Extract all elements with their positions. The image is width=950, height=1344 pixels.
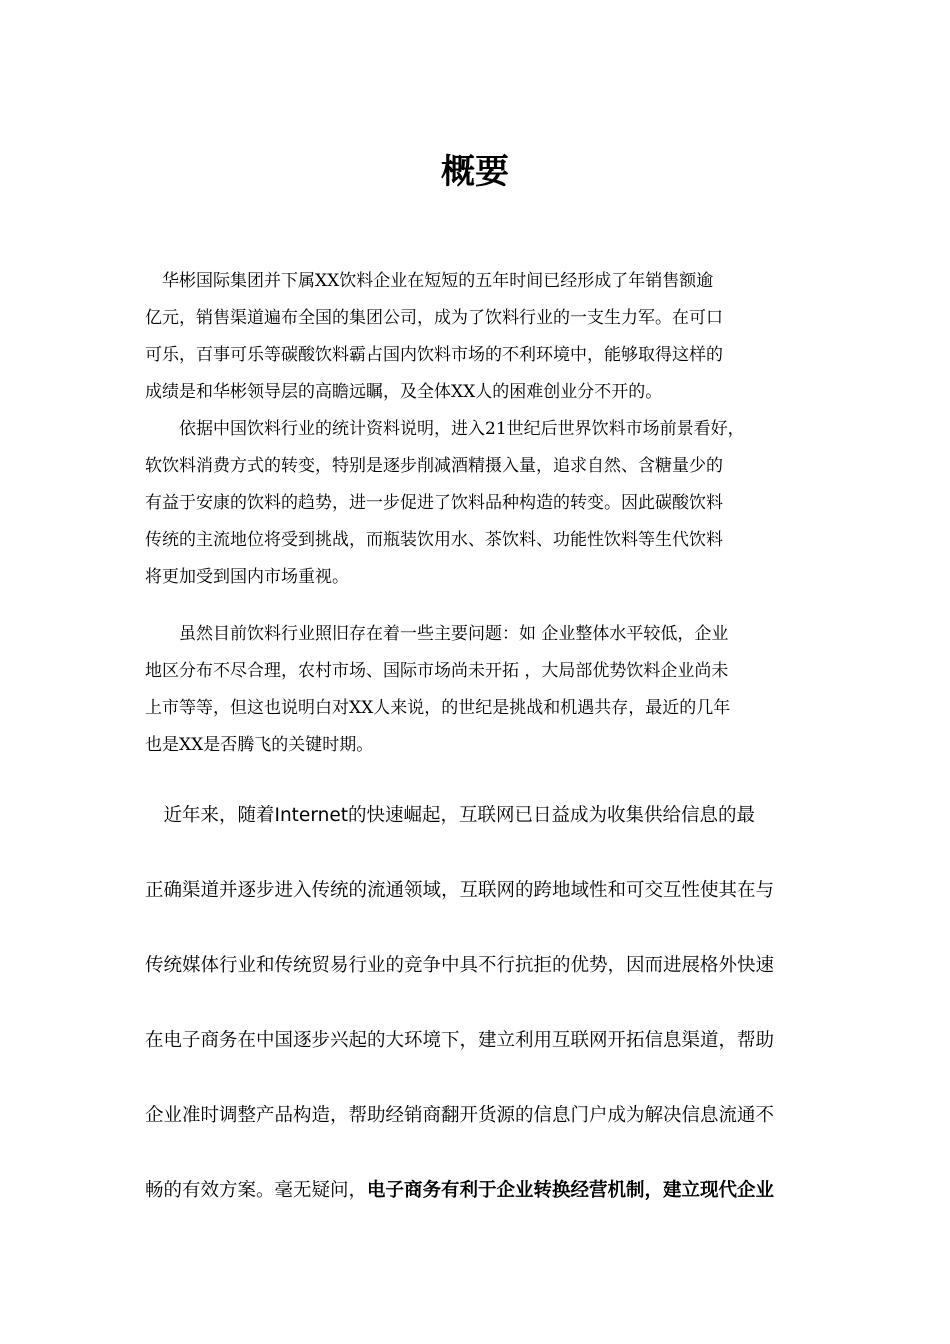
text-line: 正确渠道并逐步进入传统的流通领域，互联网的跨地域性和可交互性使其在与 [145, 880, 775, 901]
text-line: 近年来，随着Internet的快速崛起，互联网已日益成为收集供给信息的最 [145, 805, 755, 826]
text-line [145, 1171, 825, 1246]
text-line: 亿元，销售渠道遍布全国的集团公司，成为了饮料行业的一支生力军。在可口 [145, 308, 723, 328]
bold-highlight-text: 电子商务有利于企业转换经营机制，建立现代企业 [367, 1180, 775, 1201]
paragraph-2 [145, 411, 825, 596]
text-line: 传统的主流地位将受到挑战，而瓶装饮用水、茶饮料、功能性饮料等生代饮料 [145, 530, 723, 550]
text-line: 传统媒体行业和传统贸易行业的竞争中具不行抗拒的优势，因而进展格外快速 [145, 955, 775, 976]
text-line: 在电子商务在中国逐步兴起的大环境下，建立利用互联网开拓信息渠道，帮助 [145, 1030, 775, 1051]
text-line: 虽然目前饮料行业照旧存在着一些主要问题：如 企业整体水平较低，企业 [145, 624, 729, 644]
text-line: 将更加受到国内市场重视。 [145, 567, 349, 587]
text-line: 地区分布不尽合理，农村市场、国际市场尚未开拓 ，大局部优势饮料企业尚未 [145, 661, 729, 681]
text-line: 依据中国饮料行业的统计资料说明，进入21世纪后世界饮料市场前景看好， [145, 419, 745, 439]
paragraph-4 [145, 796, 825, 1246]
text-line: 有益于安康的饮料的趋势，进一步促进了饮料品种构造的转变。因此碳酸饮料 [145, 493, 723, 513]
text-line: 软饮料消费方式的转变，特别是逐步削减酒精摄入量，追求自然、含糖量少的 [145, 456, 723, 476]
text-line: 成绩是和华彬领导层的高瞻远瞩，及全体XX人的困难创业分不开的。 [145, 382, 663, 402]
text-line: 华彬国际集团并下属XX饮料企业在短短的五年时间已经形成了年销售额逾 [145, 271, 714, 291]
text-line: 可乐，百事可乐等碳酸饮料霸占国内饮料市场的不利环境中，能够取得这样的 [145, 345, 723, 365]
text-line: 企业准时调整产品构造，帮助经销商翻开货源的信息门户成为解决信息流通不 [145, 1105, 775, 1126]
plain-text: 畅的有效方案。毫无疑问， [145, 1180, 368, 1201]
paragraph-3 [145, 616, 825, 764]
text-line: 也是XX是否腾飞的关键时期。 [145, 735, 374, 755]
paragraph-1 [145, 263, 825, 411]
text-line: 上市等等，但这也说明白对XX人来说，的世纪是挑战和机遇共存，最近的几年 [145, 698, 731, 718]
page-title: 概要 [441, 152, 509, 192]
